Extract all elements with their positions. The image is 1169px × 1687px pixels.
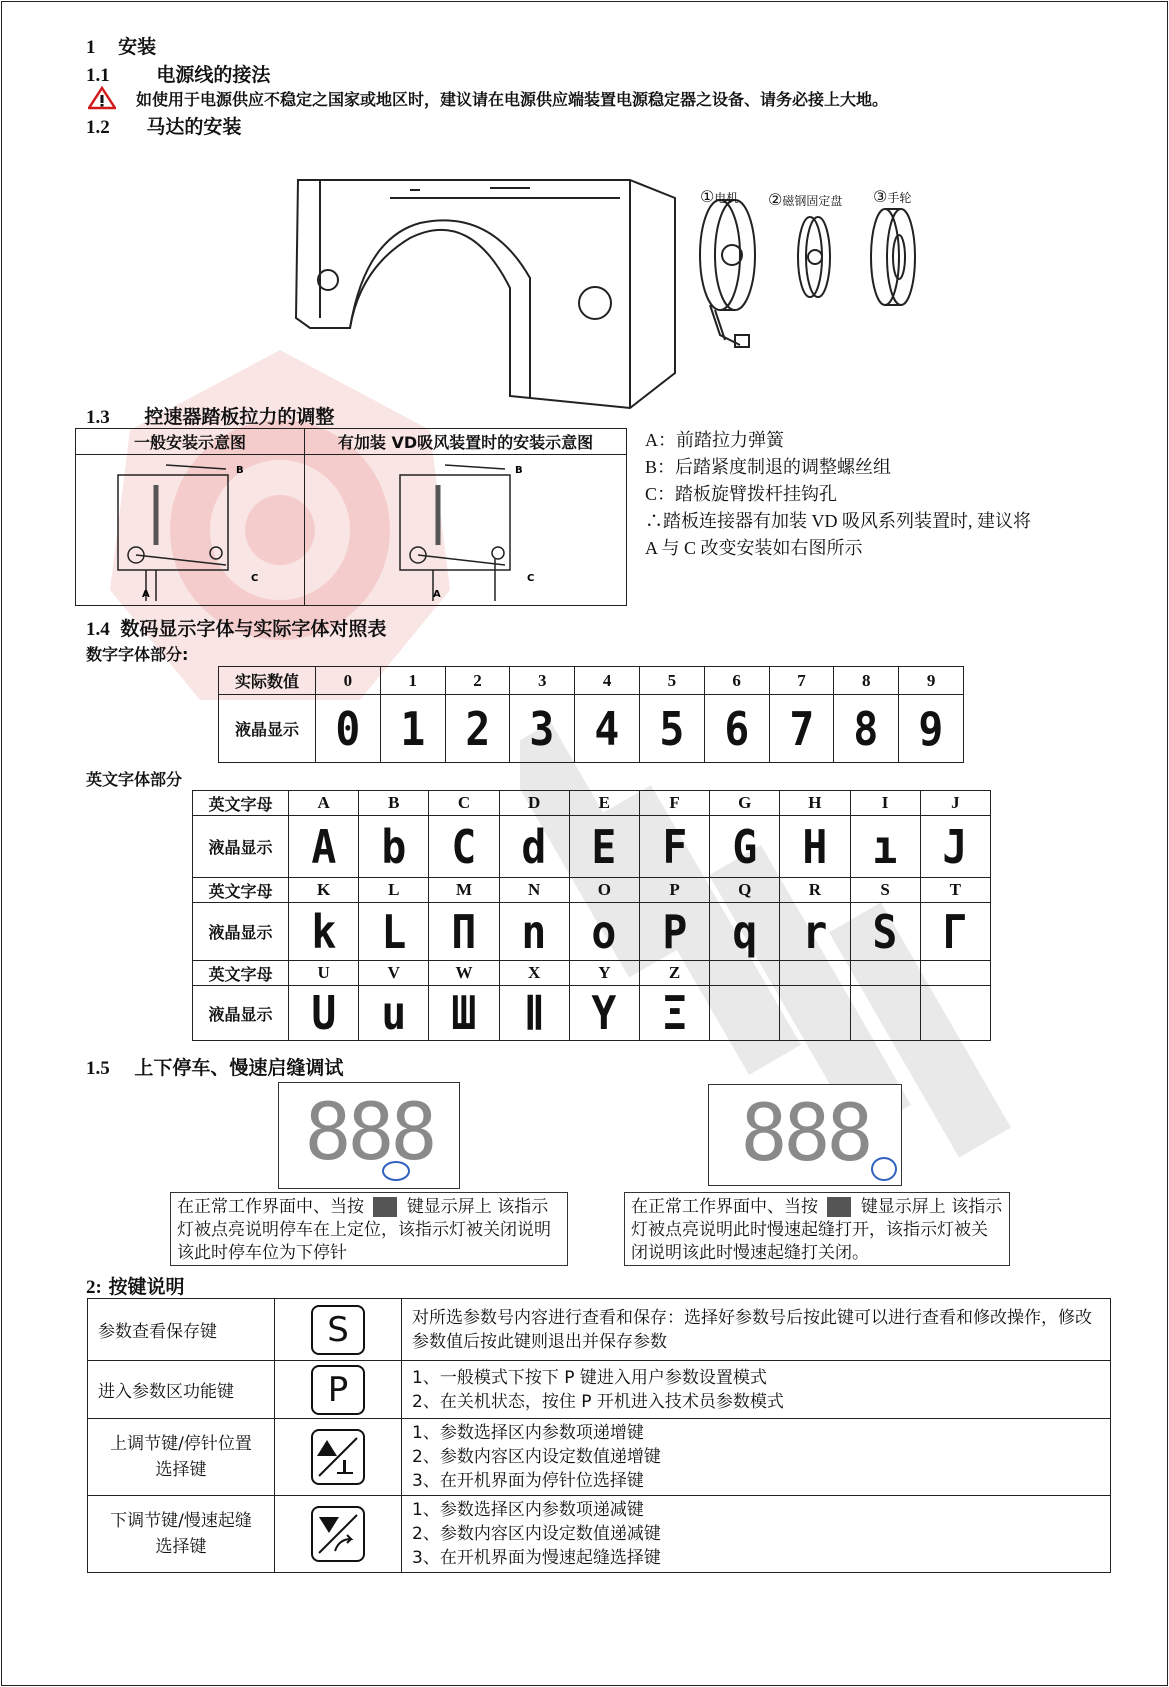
handwheel-illustration [865,205,925,310]
digit-row-label: 实际数值 [219,667,316,695]
empty-cell [850,986,920,1041]
lcd-letter: o [591,904,617,959]
alpha-letter: W [429,961,499,986]
lcd-digit: 2 [465,701,490,756]
alpha-letter: Y [569,961,639,986]
alpha-letter-label: 英文字母 [193,878,289,903]
alpha-letter: P [639,878,709,903]
alpha-letter: A [289,791,359,816]
digit-header: 3 [510,667,575,695]
section-1-5-number: 1.5 [86,1058,110,1079]
part-label-handwheel: ③手轮 [873,187,912,206]
alpha-lcd-label: 液晶显示 [193,816,289,878]
note-vd-2: A 与 C 改变安装如右图所示 [645,538,863,558]
digit-header: 4 [575,667,640,695]
note-right [624,1192,1010,1266]
lcd-digit: 6 [724,701,750,756]
pedal-diagram-vd [305,455,625,601]
warning-icon [88,86,116,110]
mark-c-vd: C [527,573,535,584]
alpha-letter: U [289,961,359,986]
down-triangle-icon [317,1513,359,1555]
alpha-table [192,790,991,1041]
section-1-number: 1 [86,37,96,58]
lcd-letter: Ξ [662,986,687,1040]
alpha-letter-label: 英文字母 [193,961,289,986]
alpha-letter: G [710,791,780,816]
digit-header: 7 [769,667,834,695]
lcd-letter: d [521,819,547,874]
lcd-digit: 1 [400,701,426,756]
digit-header: 1 [380,667,445,695]
digit-header: 9 [899,667,964,695]
install-notes [645,427,1031,562]
alpha-letter: N [499,878,569,903]
section-2-title: 按键说明 [108,1276,185,1298]
note-right-pre: 在正常工作界面中、当按 [631,1197,818,1217]
install-diagram-general [76,455,305,606]
alpha-letter: R [780,878,850,903]
alpha-letter: M [429,878,499,903]
lcd-letter: G [732,819,758,874]
section-1-3-title: 控速器踏板拉力的调整 [144,406,335,428]
alpha-letter: K [289,878,359,903]
alpha-letter: I [850,791,920,816]
needle-position-key-icon [373,1197,397,1217]
note-right-rest: 该指示灯被点亮说明此时慢速起缝打开，该指示灯被关闭说明该此时慢速起缝打关闭。 [631,1197,1003,1263]
note-vd: ∴踏板连接器有加装 VD 吸风系列装置时, 建议将 [645,511,1031,531]
section-1-2-title: 马达的安装 [146,116,242,138]
lcd-letter: Ш [451,986,477,1040]
lcd-digit: 8 [853,701,879,756]
lcd-letter: C [451,819,477,874]
p-key-icon: P [311,1365,365,1415]
lcd-letter: Y [591,986,617,1040]
lcd-letter: A [311,819,337,874]
empty-cell [780,986,850,1041]
alpha-letter [920,961,990,986]
empty-cell [710,986,780,1041]
note-left [170,1192,568,1266]
up-triangle-icon [317,1436,359,1478]
mark-b: B [236,465,244,476]
alpha-lcd-label: 液晶显示 [193,986,289,1041]
lcd-digit: 9 [918,701,944,756]
lcd-letter: Ⅱ [523,986,545,1040]
key-desc: 1、参数选择区内参数项递增键 2、参数内容区内设定数值递增键 3、在开机界面为停针位选择键 [402,1419,1111,1496]
lcd-letter: P [662,904,687,959]
lcd-letter: U [311,986,337,1040]
alpha-letter: C [429,791,499,816]
display-left [278,1082,460,1189]
digit-subtitle: 数字字体部分: [86,645,189,664]
sewing-machine-illustration [290,168,690,413]
alpha-letter: V [359,961,429,986]
alpha-letter: Q [710,878,780,903]
alpha-letter: Z [639,961,709,986]
key-name: 上调节键/停针位置选择键 [88,1419,275,1496]
digit-header: 6 [704,667,769,695]
key-name: 进入参数区功能键 [88,1361,275,1419]
lcd-letter: L [381,904,407,959]
lcd-digit: 0 [335,701,361,756]
install-col-vd: 有加装 VD吸风装置时的安装示意图 [305,429,627,455]
mark-b-vd: B [515,465,523,476]
lcd-letter: S [872,904,898,959]
note-b: B：后踏紧度制退的调整螺丝组 [645,457,892,477]
alpha-letter: X [499,961,569,986]
magnet-disc-illustration [785,212,845,302]
warning-text: 如使用于电源供应不稳定之国家或地区时，建议请在电源供应端装置电源稳定器之设备、请务必接上大地。 [136,90,889,109]
empty-cell [920,986,990,1041]
install-col-general: 一般安装示意图 [76,429,305,455]
lcd-letter: H [802,819,828,874]
alpha-letter: H [780,791,850,816]
note-left-post: 键显示屏上 [406,1197,492,1217]
display-right [708,1084,902,1186]
lcd-letter: r [802,904,828,959]
section-1-1-title: 电源线的接法 [156,64,271,86]
key-desc: 1、参数选择区内参数项递减键 2、参数内容区内设定数值递减键 3、在开机界面为慢速起缝选择键 [402,1496,1111,1573]
section-1-4-number: 1.4 [86,619,110,640]
note-left-pre: 在正常工作界面中、当按 [177,1197,364,1217]
mark-c: C [251,573,259,584]
pedal-diagram-general [76,455,304,601]
key-desc: 对所选参数号内容进行查看和保存：选择好参数号后按此键可以进行查看和修改操作，修改参数值后按此键则退出并保存参数 [402,1299,1111,1361]
mark-a-vd: A [433,589,441,600]
note-c: C：踏板旋臂拨杆挂钩孔 [645,484,838,504]
lcd-digit: 7 [789,701,814,756]
key-desc: 1、一般模式下按下 P 键进入用户参数设置模式 2、在关机状态，按住 P 开机进入技术员参数模式 [402,1361,1111,1419]
section-1-title: 安装 [118,36,157,58]
lcd-digit: 4 [594,701,620,756]
digit-header: 0 [316,667,381,695]
digit-header: 2 [445,667,510,695]
alpha-letter: F [639,791,709,816]
section-1-5-title: 上下停车、慢速启缝调试 [134,1057,344,1079]
section-2-number: 2: [86,1277,102,1298]
digit-header: 8 [834,667,899,695]
lcd-digit: 3 [529,701,555,756]
s-key-icon: S [311,1305,365,1355]
install-diagram-table [75,428,627,606]
alpha-lcd-label: 液晶显示 [193,903,289,961]
display-right-digits: 888 [740,1089,870,1179]
section-1-3-number: 1.3 [86,407,110,428]
note-right-post: 键显示屏上 [860,1197,946,1217]
up-needle-key-icon [311,1429,365,1485]
lcd-letter: J [942,819,968,874]
section-1-4-title: 数码显示字体与实际字体对照表 [120,618,387,640]
lcd-letter: ı [872,819,898,874]
alpha-letter: E [569,791,639,816]
digit-table [218,666,964,763]
down-slow-start-key-icon [311,1506,365,1562]
note-a: A：前踏拉力弹簧 [645,430,784,450]
mark-a: A [142,589,150,600]
indicator-circle-right [871,1157,897,1181]
lcd-letter: k [311,904,337,959]
lcd-letter: Π [451,904,477,959]
slow-start-key-icon [827,1197,851,1217]
lcd-letter: u [381,986,407,1040]
section-1-1-number: 1.1 [86,65,110,86]
alpha-letter-label: 英文字母 [193,791,289,816]
lcd-letter: F [662,819,687,874]
alpha-letter [780,961,850,986]
part-label-motor: ①电机 [700,187,739,206]
lcd-letter: Γ [942,904,968,959]
display-left-digits: 888 [304,1088,434,1178]
lcd-letter: q [732,904,758,959]
alpha-letter [710,961,780,986]
alpha-letter: D [499,791,569,816]
lcd-digit: 5 [659,701,685,756]
install-diagram-vd [305,455,627,606]
digit-header: 5 [639,667,704,695]
note-left-rest: 该指示灯被点亮说明停车在上定位，该指示灯被关闭说明该此时停车位为下停针 [177,1197,551,1263]
alpha-letter: L [359,878,429,903]
alpha-letter [850,961,920,986]
alpha-subtitle: 英文字体部分 [86,770,183,789]
alpha-letter: B [359,791,429,816]
indicator-circle-left [382,1161,410,1181]
alpha-letter: O [569,878,639,903]
section-1-2-number: 1.2 [86,117,110,138]
key-name: 下调节键/慢速起缝选择键 [88,1496,275,1573]
alpha-letter: J [920,791,990,816]
key-table [87,1298,1111,1573]
lcd-row-label: 液晶显示 [219,695,316,763]
alpha-letter: S [850,878,920,903]
part-label-magnet-disc: ②磁钢固定盘 [768,190,843,209]
lcd-letter: E [591,819,617,874]
key-name: 参数查看保存键 [88,1299,275,1361]
lcd-letter: b [381,819,407,874]
motor-illustration [680,195,770,355]
alpha-letter: T [920,878,990,903]
lcd-letter: n [521,904,547,959]
